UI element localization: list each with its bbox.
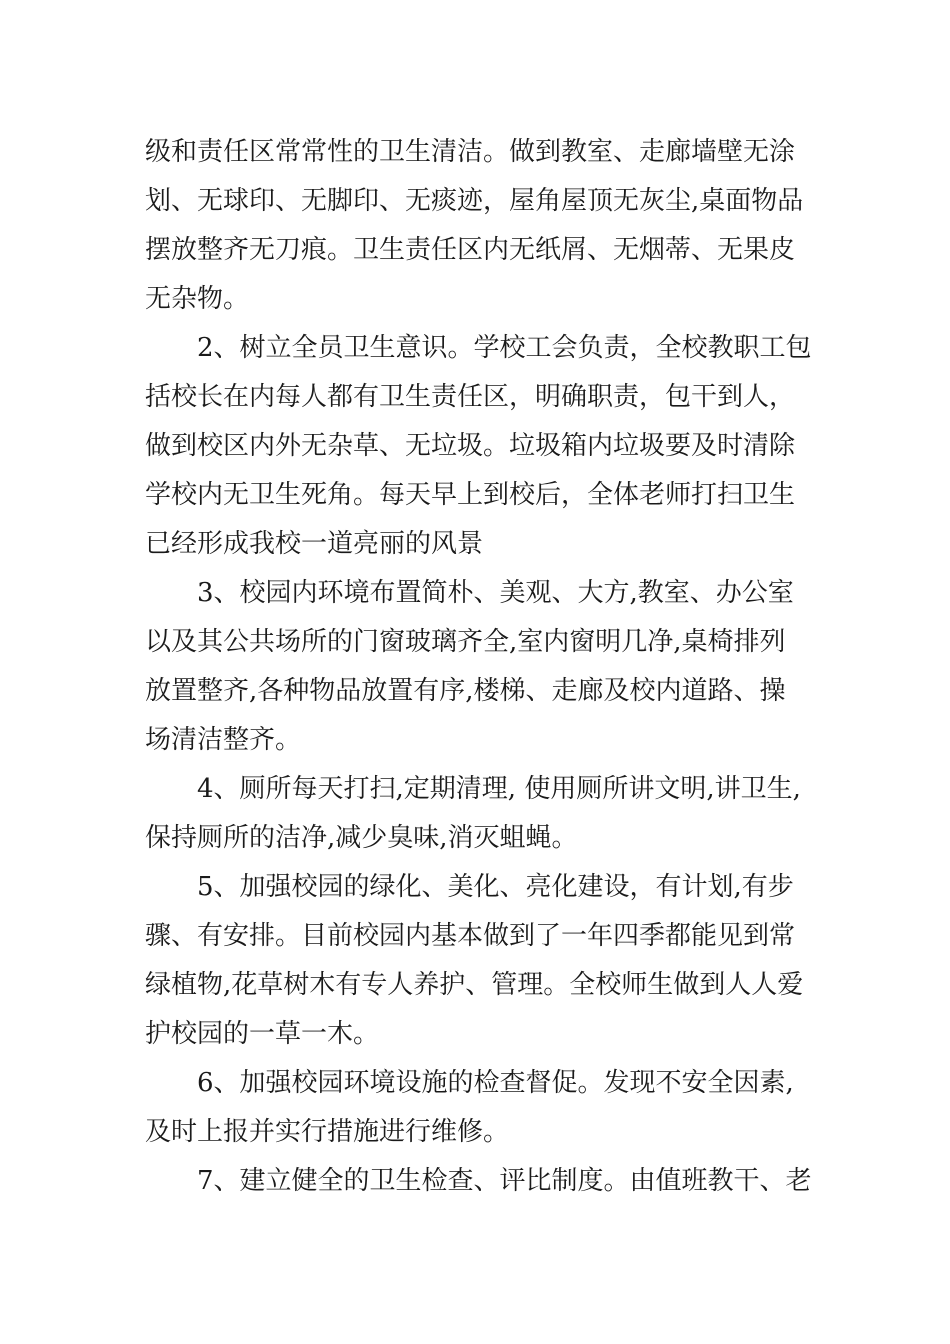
text-line: 划、无球印、无脚印、无痰迹，屋角屋顶无灰尘,桌面物品 xyxy=(145,186,804,216)
paragraph-4-start: 4、厕所每天打扫,定期清理, 使用厕所讲文明,讲卫生, xyxy=(197,774,801,804)
body-text xyxy=(145,128,815,1206)
text-line: 绿植物,花草树木有专人养护、管理。全校师生做到人人爱 xyxy=(145,970,804,1000)
text-line: 做到校区内外无杂草、无垃圾。垃圾箱内垃圾要及时清除 xyxy=(145,431,796,461)
text-line: 骤、有安排。目前校园内基本做到了一年四季都能见到常 xyxy=(145,921,796,951)
paragraph-3-start: 3、校园内环境布置简朴、美观、大方,教室、办公室 xyxy=(197,578,794,608)
text-line: 以及其公共场所的门窗玻璃齐全,室内窗明几净,桌椅排列 xyxy=(145,627,786,657)
paragraph-6-start: 6、加强校园环境设施的检查督促。发现不安全因素, xyxy=(197,1068,794,1098)
text-line: 摆放整齐无刀痕。卫生责任区内无纸屑、无烟蒂、无果皮 xyxy=(145,235,796,265)
paragraph-2-start: 2、树立全员卫生意识。学校工会负责，全校教职工包 xyxy=(197,333,812,363)
text-line: 学校内无卫生死角。每天早上到校后，全体老师打扫卫生 xyxy=(145,480,796,510)
text-line: 括校长在内每人都有卫生责任区，明确职责，包干到人， xyxy=(145,382,796,412)
text-line: 级和责任区常常性的卫生清洁。做到教室、走廊墙壁无涂 xyxy=(145,137,796,167)
text-line: 已经形成我校一道亮丽的风景 xyxy=(145,529,484,559)
text-line: 场清洁整齐。 xyxy=(145,725,302,755)
text-line: 护校园的一草一木。 xyxy=(145,1019,380,1049)
text-line: 及时上报并实行措施进行维修。 xyxy=(145,1117,510,1147)
text-line: 放置整齐,各种物品放置有序,楼梯、走廊及校内道路、操 xyxy=(145,676,786,706)
text-line: 无杂物。 xyxy=(145,284,250,314)
paragraph-5-start: 5、加强校园的绿化、美化、亮化建设，有计划,有步 xyxy=(197,872,794,902)
text-line: 保持厕所的洁净,减少臭味,消灭蛆蝇。 xyxy=(145,823,578,853)
paragraph-7-start: 7、建立健全的卫生检查、评比制度。由值班教干、老 xyxy=(197,1166,812,1196)
